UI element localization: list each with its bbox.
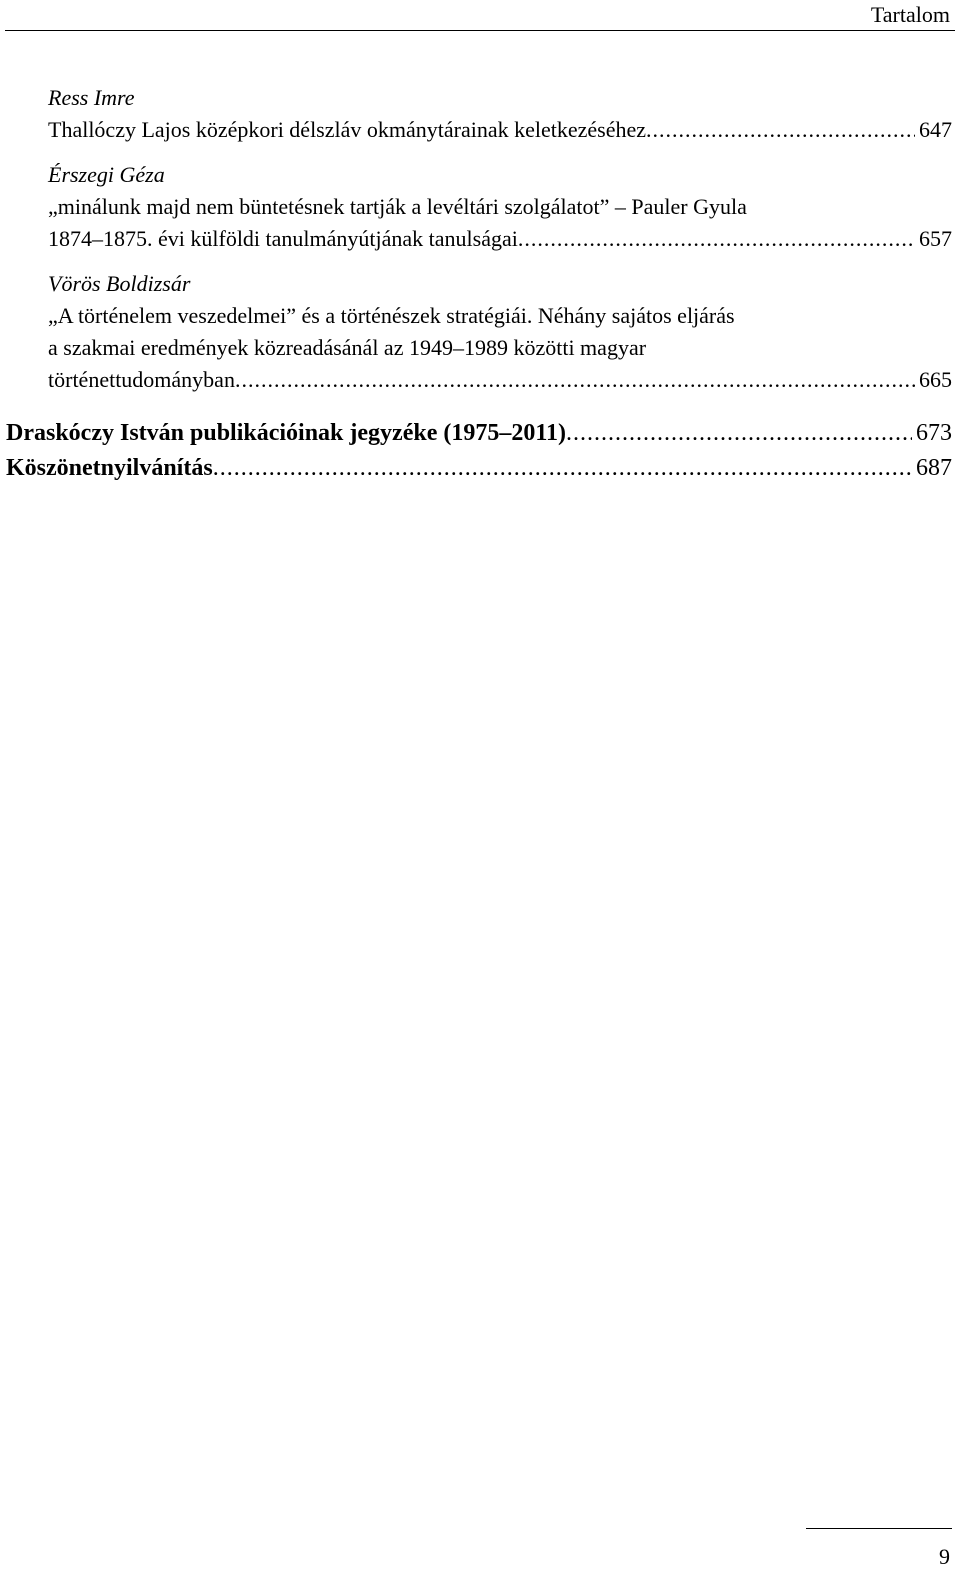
toc-title-line[interactable]: [48, 223, 952, 255]
toc-author: Vörös Boldizsár: [48, 271, 191, 296]
toc-main-title: Draskóczy István publikációinak jegyzéke (1975–2011): [6, 420, 567, 446]
toc-main-title: Köszönetnyilvánítás: [6, 455, 213, 481]
leader-dots: [646, 114, 915, 146]
toc-title-text: Thallóczy Lajos középkori délszláv okmánytárainak keletkezéséhez: [48, 117, 647, 142]
leader-dots: [235, 364, 915, 396]
toc-entry-erszegi: [48, 159, 952, 255]
toc-page-number: 647: [919, 117, 952, 142]
toc-title-line[interactable]: [48, 114, 952, 146]
header-rule: [5, 30, 955, 31]
leader-dots: [518, 223, 915, 255]
toc-title-line[interactable]: „minálunk majd nem büntetésnek tartják a levéltári szolgálatot” – Pauler Gyula: [48, 194, 747, 219]
toc-page-number: 657: [919, 226, 952, 251]
toc-page-number: 665: [919, 367, 952, 392]
toc-title-line[interactable]: [48, 364, 952, 396]
toc-title-text: történettudományban: [48, 367, 235, 392]
footer-rule: [806, 1528, 952, 1529]
toc-page-number: 687: [916, 455, 952, 481]
page-number: 9: [939, 1544, 950, 1569]
toc-author: Ress Imre: [48, 85, 135, 110]
toc-title-line[interactable]: „A történelem veszedelmei” és a történészek stratégiái. Néhány sajátos eljárás: [48, 303, 735, 328]
toc-entry-ress: [48, 82, 952, 146]
toc-title-line[interactable]: a szakmai eredmények közreadásánál az 1949–1989 közötti magyar: [48, 335, 647, 360]
toc-page-number: 673: [916, 420, 952, 446]
leader-dots: [566, 416, 912, 450]
toc-title-text: 1874–1875. évi külföldi tanulmányútjának tanulságai: [48, 226, 518, 251]
toc-main-entry-acknowledgements[interactable]: [6, 451, 952, 485]
toc-main-entry-publications[interactable]: [6, 416, 952, 450]
toc-author: Érszegi Géza: [48, 162, 165, 187]
leader-dots: [213, 451, 912, 485]
running-head: Tartalom: [870, 2, 950, 27]
toc-entry-voros: [48, 268, 952, 396]
